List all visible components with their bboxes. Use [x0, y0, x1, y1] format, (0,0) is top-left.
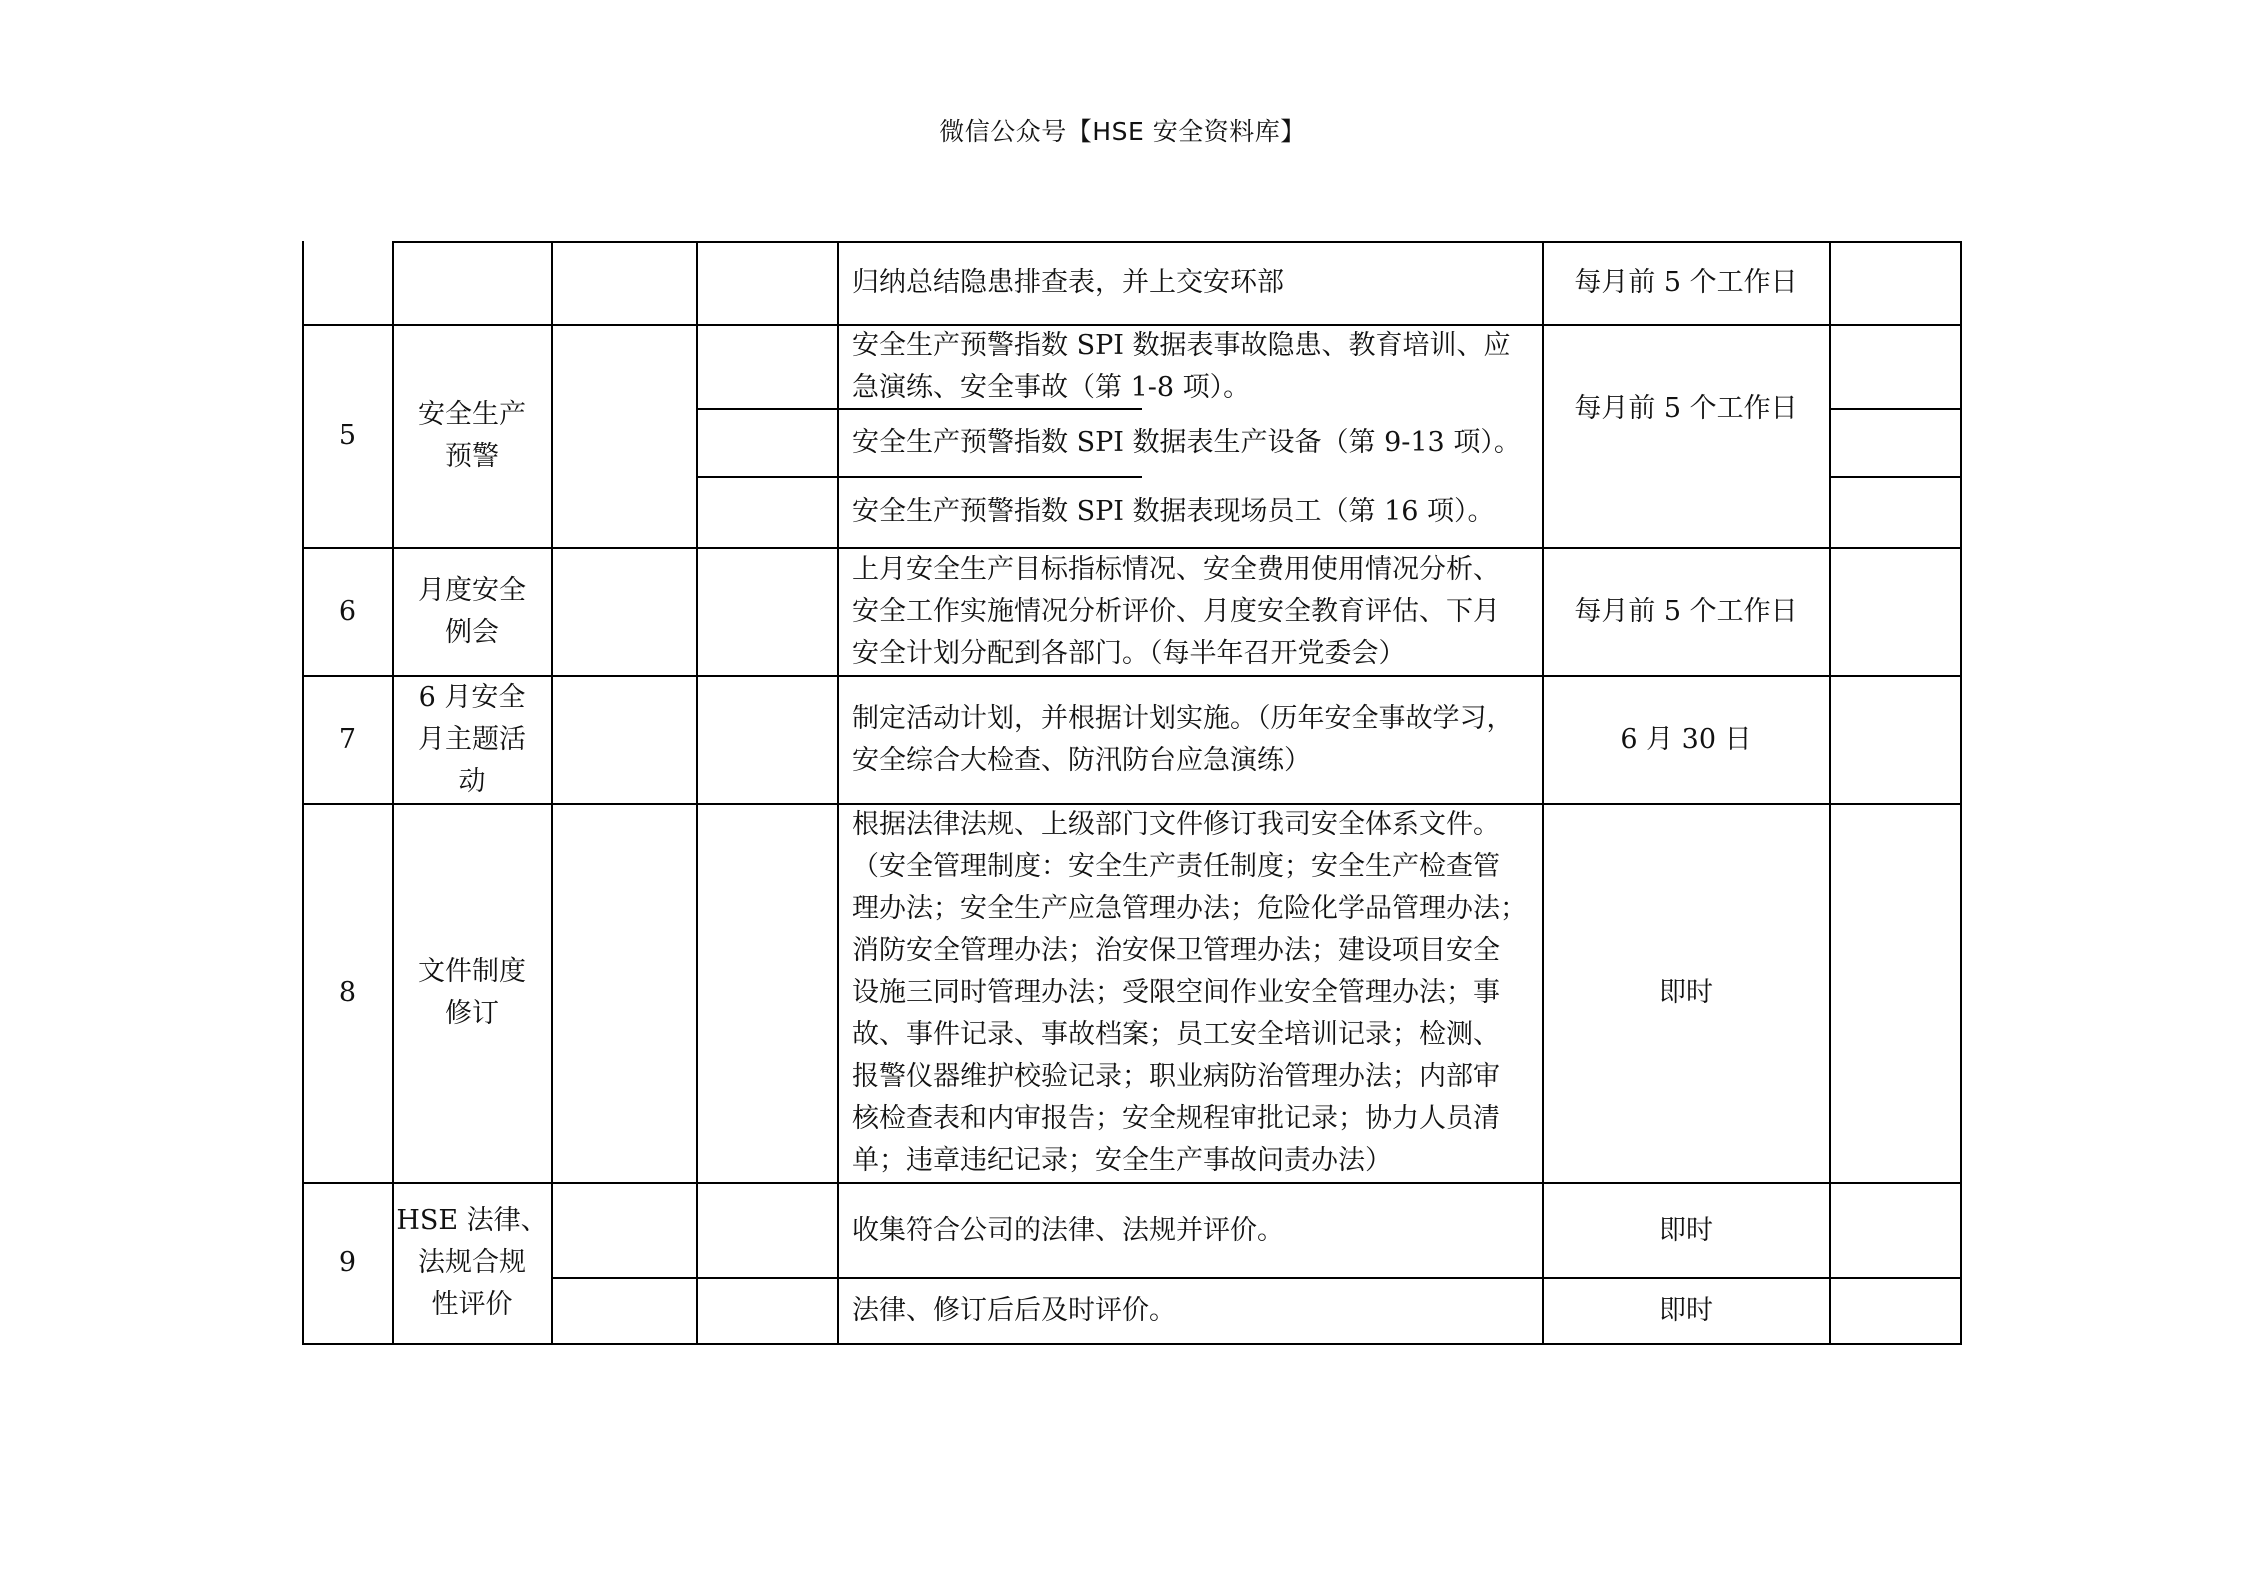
- table-rule: [1829, 476, 1962, 478]
- item-cell: 6 月安全 月主题活 动: [418, 681, 526, 797]
- deadline-cell: 即时: [1659, 1214, 1713, 1246]
- task-cell: 收集符合公司的法律、法规并评价。: [852, 1214, 1284, 1246]
- table-rule: [1960, 241, 1962, 1345]
- table-rule: [1829, 241, 1831, 1345]
- page-header: 微信公众号【HSE 安全资料库】: [939, 117, 1306, 146]
- table-rule: [551, 241, 553, 1345]
- task-cell: 归纳总结隐患排查表，并上交安环部: [852, 267, 1284, 298]
- item-cell: 文件制度 修订: [418, 956, 526, 1029]
- task-cell: 上月安全生产目标指标情况、安全费用使用情况分析、 安全工作实施情况分析评价、月度安全教育评估、下月 安全计划分配到各部门。（每半年召开党委会）: [852, 553, 1500, 669]
- deadline-cell: 即时: [1659, 1295, 1713, 1326]
- row-number: 6: [338, 595, 357, 627]
- row-number: 7: [338, 723, 357, 755]
- task-cell: 制定活动计划，并根据计划实施。（历年安全事故学习， 安全综合大检查、防汛防台应急演练）: [852, 702, 1514, 776]
- schedule-table: [302, 241, 1962, 1345]
- deadline-cell: 每月前 5 个工作日: [1574, 267, 1798, 298]
- table-rule: [696, 241, 698, 1345]
- task-cell: 安全生产预警指数 SPI 数据表生产设备（第 9-13 项）。: [852, 427, 1521, 458]
- deadline-cell: 即时: [1659, 977, 1713, 1008]
- task-cell: 安全生产预警指数 SPI 数据表现场员工（第 16 项）。: [852, 496, 1495, 527]
- task-cell: 安全生产预警指数 SPI 数据表事故隐患、教育培训、应 急演练、安全事故（第 1-8 项）。: [852, 330, 1511, 403]
- item-cell: HSE 法律、 法规合规 性评价: [396, 1205, 548, 1320]
- row-number: 8: [338, 977, 357, 1008]
- deadline-cell: 6 月 30 日: [1620, 723, 1752, 755]
- item-cell: 安全生产 预警: [418, 399, 526, 472]
- item-cell: 月度安全 例会: [418, 574, 526, 648]
- task-cell: 法律、修订后后及时评价。: [852, 1295, 1176, 1326]
- task-cell: 根据法律法规、上级部门文件修订我司安全体系文件。 （安全管理制度：安全生产责任制度；安全生产检查管 理办法；安全生产应急管理办法；危险化学品管理办法； 消防安全管理办法；治安保卫管理办法；建设项目安全 设施三同时管理办法；受限空间作业安全管理办法；事 故、事件记录、事故档案；员工安全培训记录；检测、 报警仪器维护校验记录；职业病防治管理办法；内部审 核检查表和内审报告；安全规程审批记录；协力人员清 单；违章违纪记录；安全生产事故问责办法）: [852, 809, 1527, 1176]
- row-number: 9: [338, 1247, 357, 1278]
- deadline-cell: 每月前 5 个工作日: [1574, 595, 1798, 627]
- table-rule: [1829, 408, 1962, 410]
- deadline-cell: 每月前 5 个工作日: [1574, 393, 1798, 424]
- row-number: 5: [338, 420, 357, 451]
